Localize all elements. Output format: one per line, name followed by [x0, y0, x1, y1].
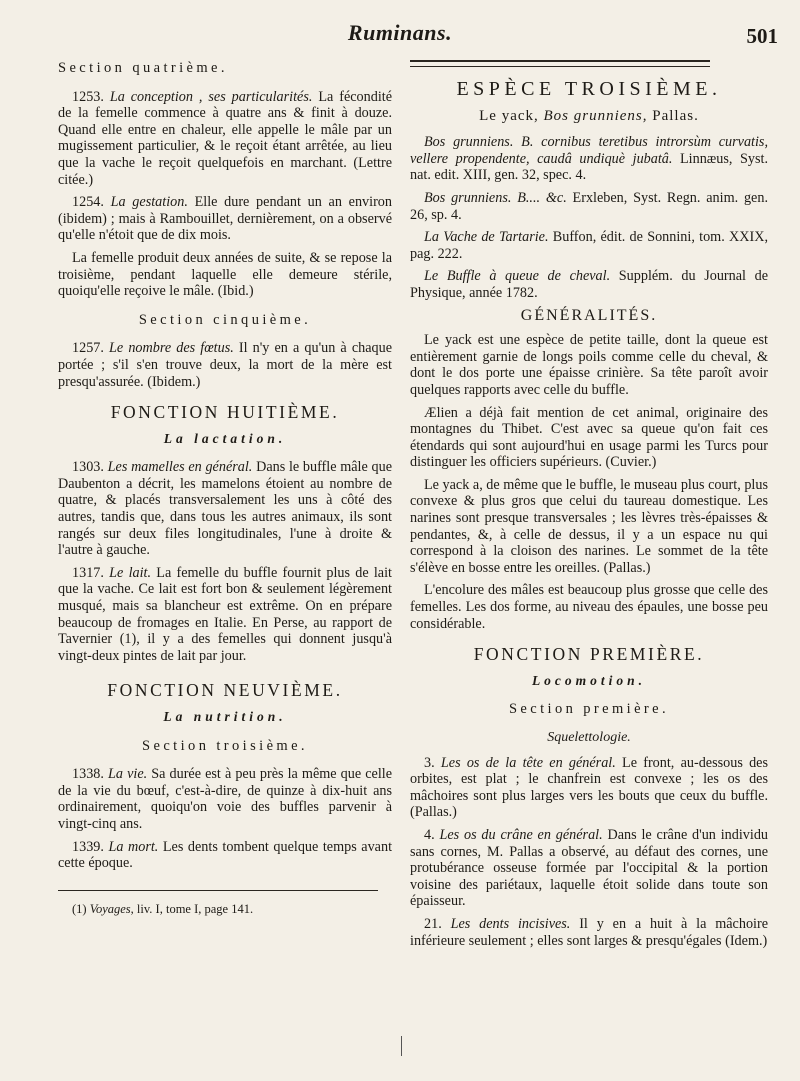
- paragraph-1339: [58, 839, 392, 872]
- paragraph-number: 1254.: [72, 194, 104, 211]
- fonction-heading: FONCTION HUITIÈME.: [110, 402, 340, 423]
- synonym-erxleben: [410, 190, 768, 223]
- paragraph-number: 3.: [424, 754, 435, 771]
- paragraph-text: Dans le crâne d'un individu sans cornes, M. Pallas a observé, au défaut des cornes, une protubérance osseuse formée par l'occipital & la portion voisine des pariétaux, laquelle étoit solide dans toute son épaisseur.: [410, 826, 769, 910]
- synonym-title: La Vache de Tartarie.: [424, 229, 549, 246]
- paragraph-number: 1338.: [72, 766, 104, 783]
- paragraph-3: [410, 755, 768, 821]
- paragraph-generalites-2: Ælien a déjà fait mention de cet animal, originaire des montagnes du Thibet. C'est avec sa queue qu'on fait ces étendards qui sont aujourd'hui en usage parmi les Turcs pour distinguer les officiers supérieurs. (Cuvier.): [410, 404, 768, 471]
- species-name-line: [410, 108, 768, 125]
- paragraph-1254-continued: La femelle produit deux années de suite, & se repose la troisième, pendant laquelle elle demeure stérile, quoiqu'elle reçoive le mâle. (Ibid.): [58, 249, 392, 300]
- paragraph-title: Les os du crâne en général.: [439, 826, 603, 843]
- footnote-rule: [58, 890, 378, 891]
- paragraph-1253: [58, 89, 392, 189]
- paragraph-text: Dans le buffle mâle que Daubenton a décrit, les mamelons étoient au nombre de quatre, & placés transversalement les uns à côté des autres, tandis que, dans tous les autres animaux, ils sont rangés sur deux files longitudinales, l'une à droite & l'autre à gauche.: [58, 459, 392, 559]
- paragraph-1338: [58, 766, 392, 832]
- section-heading: Section première.: [508, 701, 670, 718]
- footnote-text: , liv. I, tome I, page 141.: [130, 901, 254, 916]
- footnote-title: Voyages: [89, 901, 131, 916]
- paragraph-1257: [58, 340, 392, 390]
- paragraph-number: 1317.: [72, 564, 104, 581]
- paragraph-number: 1253.: [72, 88, 104, 105]
- synonym-reference: Supplém. du Journal de Physique, année 1782.: [410, 268, 768, 301]
- paragraph-generalites-1: Le yack est une espèce de petite taille, dont la queue est entièrement garnie de longs poils comme celle du cheval, & dont le dos porte une épaisse crinière. Sa tête paroît avoir quelques rapports avec celle du buffle.: [410, 332, 768, 398]
- minor-heading: Squelettologie.: [547, 730, 631, 745]
- paragraph-1317: [58, 565, 392, 665]
- paragraph-title: La vie.: [108, 766, 148, 783]
- section-heading: Section cinquième.: [138, 311, 312, 328]
- paragraph-text: Le front, au-dessous des orbites, est plat ; le chanfrein est convexe ; les os des mâchoires sont plus larges vers les bouts que ceux du buffle. (Pallas.): [410, 754, 768, 821]
- right-column: [410, 60, 768, 955]
- paragraph-1254: [58, 194, 392, 244]
- section-heading: Section quatrième.: [58, 60, 228, 76]
- fonction-heading: FONCTION PREMIÈRE.: [473, 644, 705, 665]
- page-number: 501: [746, 24, 778, 48]
- running-title: Ruminans.: [347, 20, 453, 45]
- section-heading: Section troisième.: [142, 737, 308, 754]
- footnote-mark: (1): [72, 901, 90, 916]
- paragraph-number: 1303.: [72, 459, 104, 476]
- paragraph-text: Sa durée est à peu près la même que celle de la vie du bœuf, c'est-à-dire, de quinze à dix-huit ans ordinairement, quoiqu'on voie des buffles parvenir à vingt-cinq ans.: [58, 766, 393, 832]
- paragraph-title: Les os de la tête en général.: [440, 754, 616, 771]
- paragraph-text: Elle dure pendant un an environ (ibidem) ; mais à Rambouillet, dernièrement, on a observé qu'elle n'étoit que de dix mois.: [58, 194, 392, 244]
- paragraph-generalites-4: L'encolure des mâles est beaucoup plus grosse que celle des femelles. Les dos forme, au niveau des épaules, une bosse peu considérable.: [410, 582, 768, 632]
- paragraph-1303: [58, 459, 392, 559]
- paragraph-number: 4.: [424, 826, 435, 843]
- synonym-reference: Buffon, édit. de Sonnini, tom. XXIX, pag. 222.: [410, 229, 768, 262]
- synonym-reference: Linnæus, Syst. nat. edit. XIII, gen. 32, spec. 4.: [410, 150, 768, 184]
- paragraph-number: 21.: [424, 915, 442, 932]
- synonym-buffon: [410, 229, 768, 262]
- fonction-heading: FONCTION NEUVIÈME.: [107, 680, 343, 701]
- paragraph-title: La gestation.: [110, 194, 188, 211]
- paragraph-generalites-3: Le yack a, de même que le buffle, le museau plus court, plus convexe & plus gros que celui du taureau domestique. Les narines sont presque transversales ; les lèvres très-épaisses & pendantes, &, à celle de dessus, il y a un espace nu qui correspond à la cloison des narines. Le sommet de la tête s'élève en bosse entre les oreilles. (Pallas.): [410, 476, 768, 576]
- column-mark: [401, 1036, 402, 1056]
- paragraph-text: Les dents tombent quelque temps avant cette époque.: [58, 838, 393, 872]
- espece-heading: ESPÈCE TROISIÈME.: [456, 78, 722, 100]
- species-author: Pallas.: [647, 107, 699, 124]
- species-common-name: Le yack,: [479, 107, 539, 124]
- paragraph-number: 1339.: [72, 838, 104, 855]
- species-latin-name: Bos grunniens,: [538, 107, 648, 124]
- synonym-journal: [410, 268, 768, 301]
- running-head: [0, 18, 800, 58]
- sub-heading: La lactation.: [163, 430, 287, 446]
- paragraph-title: Les dents incisives.: [450, 915, 571, 932]
- synonym-reference: Erxleben, Syst. Regn. anim. gen. 26, sp. 4.: [410, 189, 768, 223]
- paragraph-text: Il y en a huit à la mâchoire inférieure seulement ; elles sont larges & presqu'égales (Idem.): [410, 915, 769, 949]
- paragraph-number: 1257.: [72, 340, 104, 357]
- paragraph-text: La fécondité de la femelle commence à quatre ans & finit à douze. Quand elle entre en chaleur, elle appelle le mâle par un mugissement particulier, & le reçoit étant arrêtée, au lieu que la vache le reçoit quelquefois en marchant. (Lettre citée.): [58, 88, 393, 188]
- paragraph-title: Le nombre des fœtus.: [109, 340, 234, 357]
- synonym-title: Bos grunniens. B.... &c.: [424, 189, 567, 206]
- synonym-title: Bos grunniens. B. cornibus teretibus introrsùm curvatis, vellere propendente, caudâ undiquè jubatâ.: [410, 134, 768, 167]
- left-column: [58, 60, 392, 923]
- paragraph-4: [410, 827, 768, 910]
- footnote: [58, 901, 392, 918]
- header-rule: [410, 60, 710, 67]
- paragraph-title: La conception , ses particularités.: [109, 88, 313, 105]
- paragraph-title: Les mamelles en général.: [107, 459, 253, 476]
- synonym-title: Le Buffle à queue de cheval.: [424, 268, 611, 285]
- paragraph-text: Il n'y en a qu'un à chaque portée ; s'il s'en trouve deux, la mort de la mère est presqu'assurée. (Ibidem.): [58, 340, 393, 390]
- sub-heading: La nutrition.: [163, 709, 287, 724]
- paragraph-21: [410, 916, 768, 949]
- paragraph-title: Le lait.: [109, 564, 152, 581]
- generalites-heading: GÉNÉRALITÉS.: [520, 306, 658, 324]
- paragraph-title: La mort.: [108, 838, 159, 855]
- paragraph-text: La femelle du buffle fournit plus de lait que la vache. Ce lait est fort bon & seulement légèrement musqué, mais sa blancheur est extrême. On en prépare beaucoup de fromages en Italie. En Perse, au rapport de Tavernier (1), il y a des femelles qui donnent jusqu'à vingt-deux pintes de lait par jour.: [58, 564, 392, 664]
- sub-heading: Locomotion.: [531, 672, 647, 688]
- synonym-linnaeus: [410, 134, 768, 184]
